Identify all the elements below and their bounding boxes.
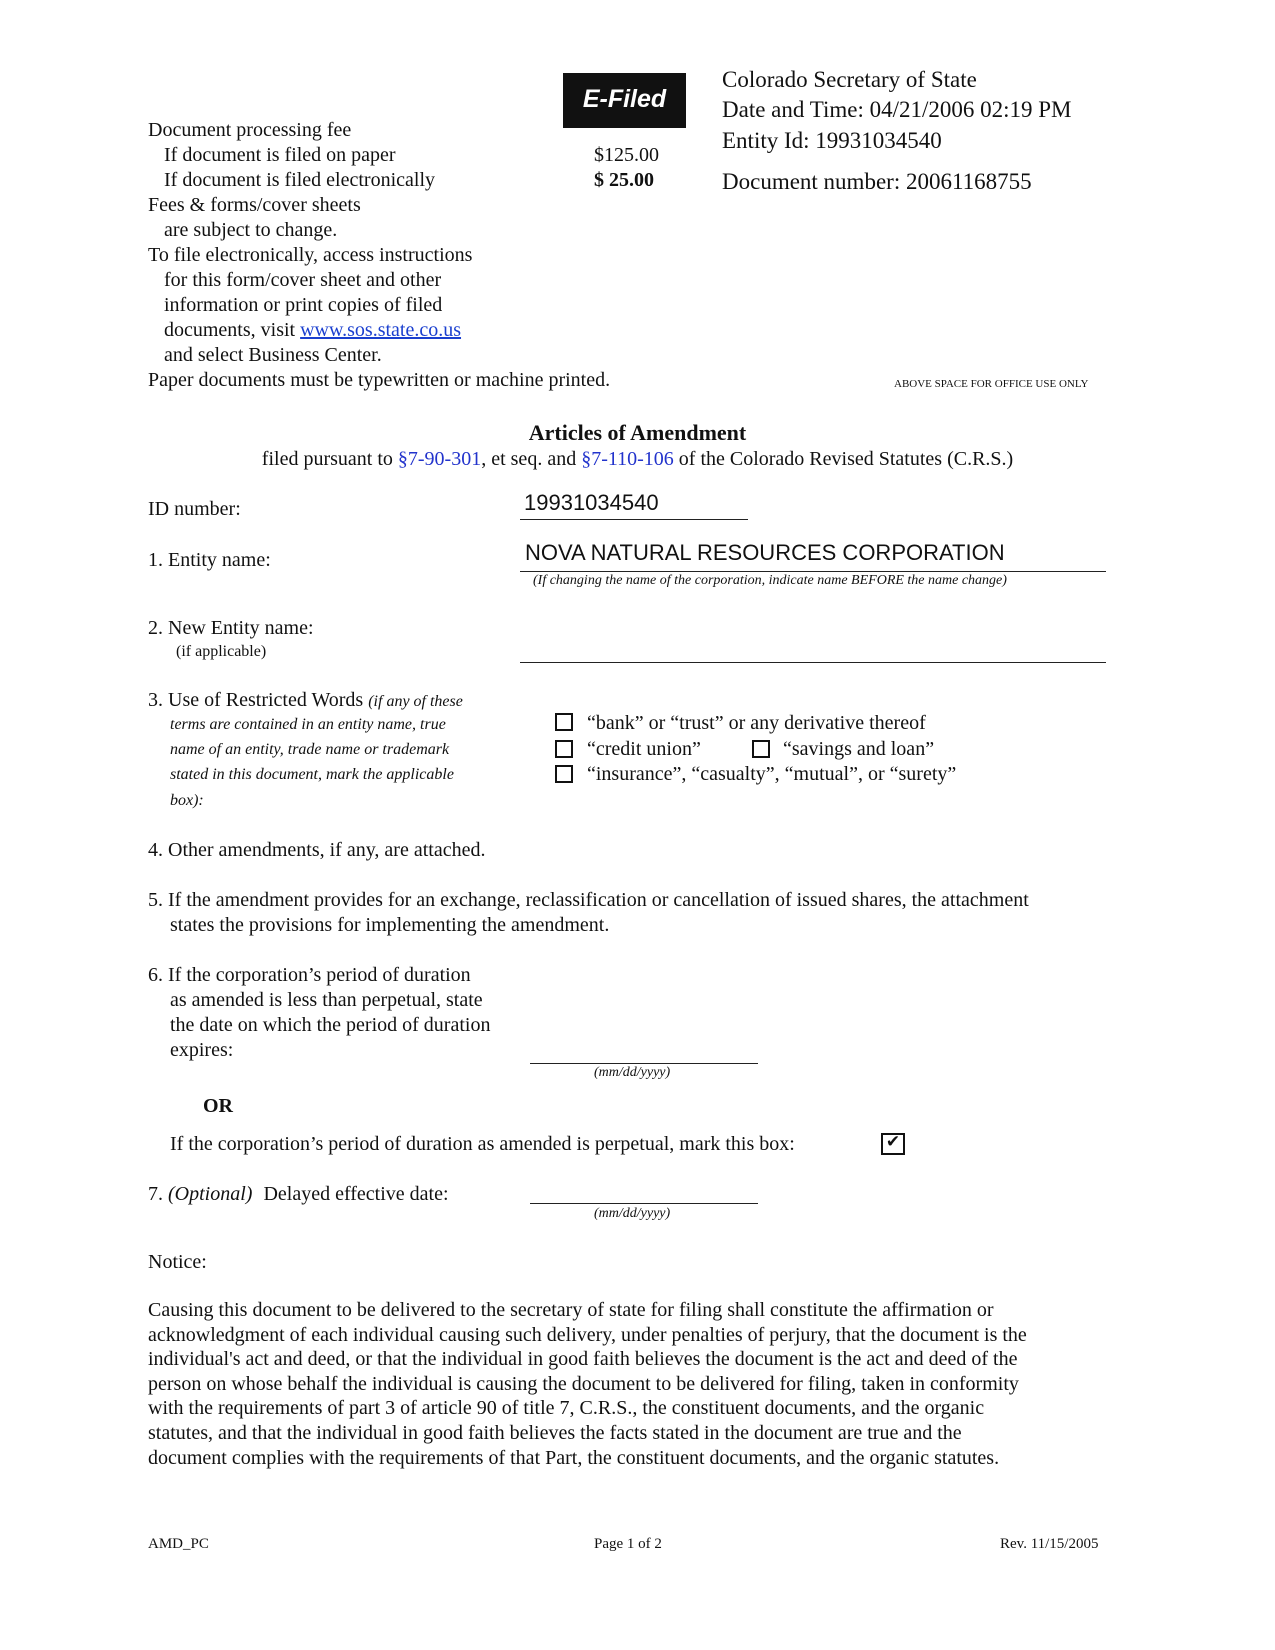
id-number-underline bbox=[520, 519, 748, 520]
restricted-words-note: stated in this document, mark the applicable bbox=[170, 766, 454, 783]
website-link[interactable]: www.sos.state.co.us bbox=[300, 319, 462, 341]
item-4-text: 4. Other amendments, if any, are attached. bbox=[148, 839, 486, 861]
option-credit-union-label: “credit union” bbox=[587, 738, 701, 760]
statute-link-2[interactable]: §7-110-106 bbox=[581, 448, 674, 470]
notice-line: document complies with the requirements of that Part, the constituent documents, and the organic statutes. bbox=[148, 1446, 1000, 1469]
note-line: and select Business Center. bbox=[164, 344, 382, 366]
office-name: Colorado Secretary of State bbox=[722, 67, 977, 92]
subtitle-prefix: filed pursuant to bbox=[261, 448, 393, 470]
note-line: To file electronically, access instructions bbox=[148, 244, 473, 266]
checkbox-bank-trust[interactable] bbox=[555, 713, 573, 731]
item-6-line: 6. If the corporation’s period of duration bbox=[148, 964, 471, 986]
notice-body bbox=[148, 1298, 1027, 1470]
perpetual-label: If the corporation’s period of duration as amended is perpetual, mark this box: bbox=[170, 1133, 795, 1155]
item-6-line: expires: bbox=[170, 1039, 234, 1061]
note-line: Paper documents must be typewritten or machine printed. bbox=[148, 369, 611, 391]
effective-date-field[interactable] bbox=[530, 1185, 758, 1203]
office-use-label: ABOVE SPACE FOR OFFICE USE ONLY bbox=[894, 378, 1089, 390]
id-number-field[interactable]: 19931034540 bbox=[524, 490, 659, 515]
or-label: OR bbox=[203, 1095, 233, 1117]
item-5-line: states the provisions for implementing the amendment. bbox=[170, 914, 610, 936]
new-entity-name-underline bbox=[520, 662, 1106, 663]
statute-link-1[interactable]: §7-90-301 bbox=[397, 448, 482, 470]
entity-id: Entity Id: 19931034540 bbox=[722, 128, 942, 153]
option-savings-loan-label: “savings and loan” bbox=[783, 738, 935, 760]
item-7-text: Delayed effective date: bbox=[263, 1183, 449, 1205]
option-bank-trust-label: “bank” or “trust” or any derivative thereof bbox=[587, 712, 926, 734]
entity-name-field[interactable]: NOVA NATURAL RESOURCES CORPORATION bbox=[525, 540, 1005, 565]
notice-line: person on whose behalf the individual is causing the document to be delivered for filing, taken in conformity bbox=[148, 1372, 1019, 1395]
new-entity-name-sub: (if applicable) bbox=[176, 643, 267, 660]
note-line: are subject to change. bbox=[164, 219, 338, 241]
subtitle-suffix: of the Colorado Revised Statutes (C.R.S.) bbox=[678, 448, 1014, 470]
new-entity-name-label: 2. New Entity name: bbox=[148, 617, 314, 639]
subtitle-mid: , et seq. and bbox=[481, 448, 577, 470]
entity-name-underline bbox=[520, 571, 1106, 572]
item-7-number: 7. bbox=[148, 1183, 163, 1205]
option-insurance-label: “insurance”, “casualty”, “mutual”, or “surety” bbox=[587, 763, 957, 785]
expiration-date-hint: (mm/dd/yyyy) bbox=[594, 1065, 671, 1080]
efiled-stamp bbox=[563, 73, 686, 128]
note-line: documents, visit bbox=[164, 319, 296, 341]
footer-form-code: AMD_PC bbox=[148, 1536, 209, 1552]
notice-heading: Notice: bbox=[148, 1251, 207, 1273]
item-7-optional: (Optional) bbox=[168, 1183, 253, 1205]
footer-revision: Rev. 11/15/2005 bbox=[1000, 1536, 1099, 1552]
note-line: Fees & forms/cover sheets bbox=[148, 194, 361, 216]
checkbox-insurance[interactable] bbox=[555, 765, 573, 783]
note-line: for this form/cover sheet and other bbox=[164, 269, 442, 291]
restricted-words-note: name of an entity, trade name or trademark bbox=[170, 741, 450, 758]
effective-date-underline bbox=[530, 1203, 758, 1204]
fee-electronic-label: If document is filed electronically bbox=[164, 169, 436, 191]
fee-paper-label: If document is filed on paper bbox=[164, 144, 396, 166]
item-6-line: the date on which the period of duration bbox=[170, 1014, 491, 1036]
checkbox-savings-loan[interactable] bbox=[752, 740, 770, 758]
notice-line: acknowledgment of each individual causing such delivery, under penalties of perjury, that the document is the bbox=[148, 1323, 1027, 1346]
checkbox-perpetual[interactable]: ✔ bbox=[881, 1133, 905, 1155]
notice-line: statutes, and that the individual in good faith believes the facts stated in the document are true and the bbox=[148, 1421, 962, 1444]
checkbox-credit-union[interactable] bbox=[555, 740, 573, 758]
fee-electronic-amount: $ 25.00 bbox=[594, 169, 654, 191]
efiled-stamp-label: E-Filed bbox=[582, 85, 667, 113]
restricted-words-note: box): bbox=[170, 792, 204, 809]
item-6-line: as amended is less than perpetual, state bbox=[170, 989, 483, 1011]
restricted-words-title: 3. Use of Restricted Words bbox=[148, 689, 364, 711]
expiration-date-underline bbox=[530, 1063, 758, 1064]
footer-page-number: Page 1 of 2 bbox=[594, 1536, 662, 1552]
expiration-date-field[interactable] bbox=[530, 1045, 758, 1063]
id-number-label: ID number: bbox=[148, 498, 241, 520]
restricted-words-label bbox=[148, 689, 463, 712]
effective-date-hint: (mm/dd/yyyy) bbox=[594, 1206, 671, 1221]
note-line: information or print copies of filed bbox=[164, 294, 443, 316]
notice-line: Causing this document to be delivered to the secretary of state for filing shall constitute the affirmation or bbox=[148, 1299, 994, 1321]
item-7-label bbox=[148, 1182, 449, 1206]
note-line-website bbox=[164, 318, 461, 342]
document-number: Document number: 20061168755 bbox=[722, 169, 1032, 194]
entity-name-label: 1. Entity name: bbox=[148, 549, 271, 571]
page-title: Articles of Amendment bbox=[528, 420, 747, 445]
notice-line: with the requirements of part 3 of article 90 of title 7, C.R.S., the constituent documents, and the organic bbox=[148, 1397, 985, 1420]
item-5-line: 5. If the amendment provides for an exchange, reclassification or cancellation of issued shares, the attachment bbox=[148, 889, 1029, 911]
page-subtitle bbox=[0, 447, 1275, 471]
fee-paper-amount: $125.00 bbox=[594, 144, 659, 166]
restricted-words-note: terms are contained in an entity name, true bbox=[170, 716, 446, 733]
restricted-words-note: (if any of these bbox=[368, 693, 463, 710]
notice-line: individual's act and deed, or that the individual in good faith believes the document is the act and deed of the bbox=[148, 1348, 1018, 1371]
filing-date-time: Date and Time: 04/21/2006 02:19 PM bbox=[722, 97, 1072, 122]
fee-title: Document processing fee bbox=[148, 119, 352, 141]
entity-name-note: (If changing the name of the corporation, indicate name BEFORE the name change) bbox=[533, 573, 1007, 588]
